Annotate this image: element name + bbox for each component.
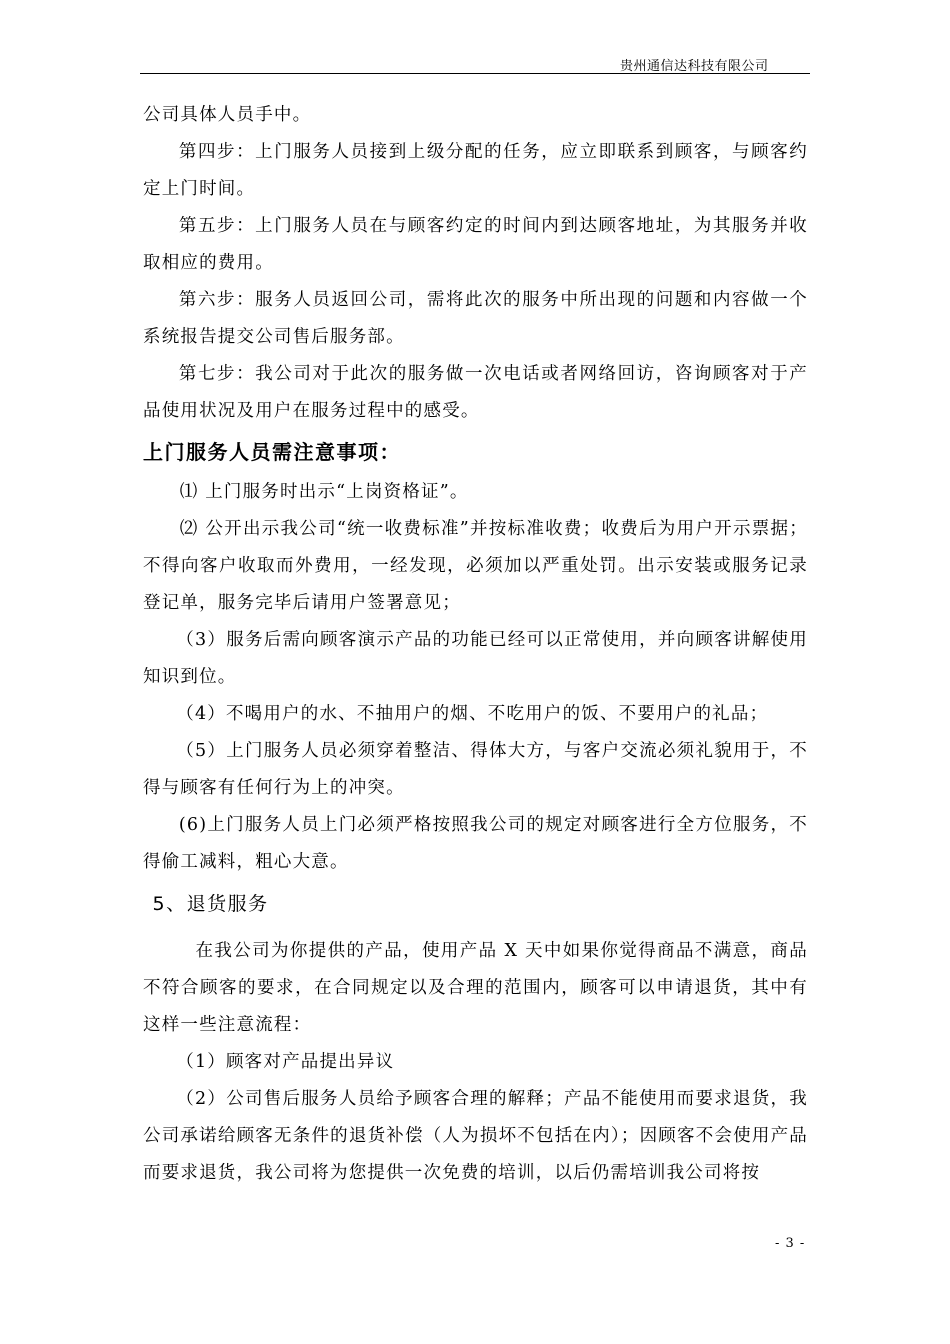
document-body bbox=[143, 97, 808, 1192]
notice-item-3: （3）服务后需向顾客演示产品的功能已经可以正常使用，并向顾客讲解使用知识到位。 bbox=[143, 630, 808, 687]
refund-intro-paragraph: 在我公司为你提供的产品，使用产品 X 天中如果你觉得商品不满意，商品不符合顾客的要求，在合同规定以及合理的范围内，顾客可以申请退货，其中有这样一些注意流程： bbox=[143, 941, 808, 1035]
section-5-title: 5、退货服务 bbox=[152, 893, 269, 915]
notice-item-6: (6)上门服务人员上门必须严格按照我公司的规定对顾客进行全方位服务，不得偷工减料，粗心大意。 bbox=[143, 815, 808, 872]
paragraph-step-4: 第四步：上门服务人员接到上级分配的任务，应立即联系到顾客，与顾客约定上门时间。 bbox=[143, 142, 808, 199]
notice-item-1: ⑴ 上门服务时出示“上岗资格证”。 bbox=[179, 482, 469, 502]
paragraph-continuation: 公司具体人员手中。 bbox=[143, 105, 312, 125]
refund-item-2: （2）公司售后服务人员给予顾客合理的解释；产品不能使用而要求退货，我公司承诺给顾客无条件的退货补偿（人为损坏不包括在内）；因顾客不会使用产品而要求退货，我公司将为您提供一次免费的培训，以后仍需培训我公司将按 bbox=[143, 1089, 808, 1183]
notice-item-2: ⑵ 公开出示我公司“统一收费标准”并按标准收费；收费后为用户开示票据；不得向客户收取而外费用，一经发现，必须加以严重处罚。出示安装或服务记录登记单，服务完毕后请用户签署意见； bbox=[143, 519, 808, 613]
notice-item-5: （5）上门服务人员必须穿着整洁、得体大方，与客户交流必须礼貌用于，不得与顾客有任何行为上的冲突。 bbox=[143, 741, 808, 798]
header-divider bbox=[140, 73, 810, 74]
notice-item-4: （4）不喝用户的水、不抽用户的烟、不吃用户的饭、不要用户的礼品； bbox=[176, 704, 769, 724]
paragraph-step-5: 第五步：上门服务人员在与顾客约定的时间内到达顾客地址，为其服务并收取相应的费用。 bbox=[143, 216, 808, 273]
header-company-name: 贵州通信达科技有限公司 bbox=[620, 59, 769, 74]
refund-item-1: （1）顾客对产品提出异议 bbox=[176, 1052, 395, 1072]
paragraph-step-7: 第七步：我公司对于此次的服务做一次电话或者网络回访，咨询顾客对于产品使用状况及用户在服务过程中的感受。 bbox=[143, 364, 808, 421]
paragraph-step-6: 第六步：服务人员返回公司，需将此次的服务中所出现的问题和内容做一个系统报告提交公司售后服务部。 bbox=[143, 290, 808, 347]
page-number: - 3 - bbox=[775, 1236, 806, 1251]
notice-heading: 上门服务人员需注意事项： bbox=[143, 440, 401, 464]
